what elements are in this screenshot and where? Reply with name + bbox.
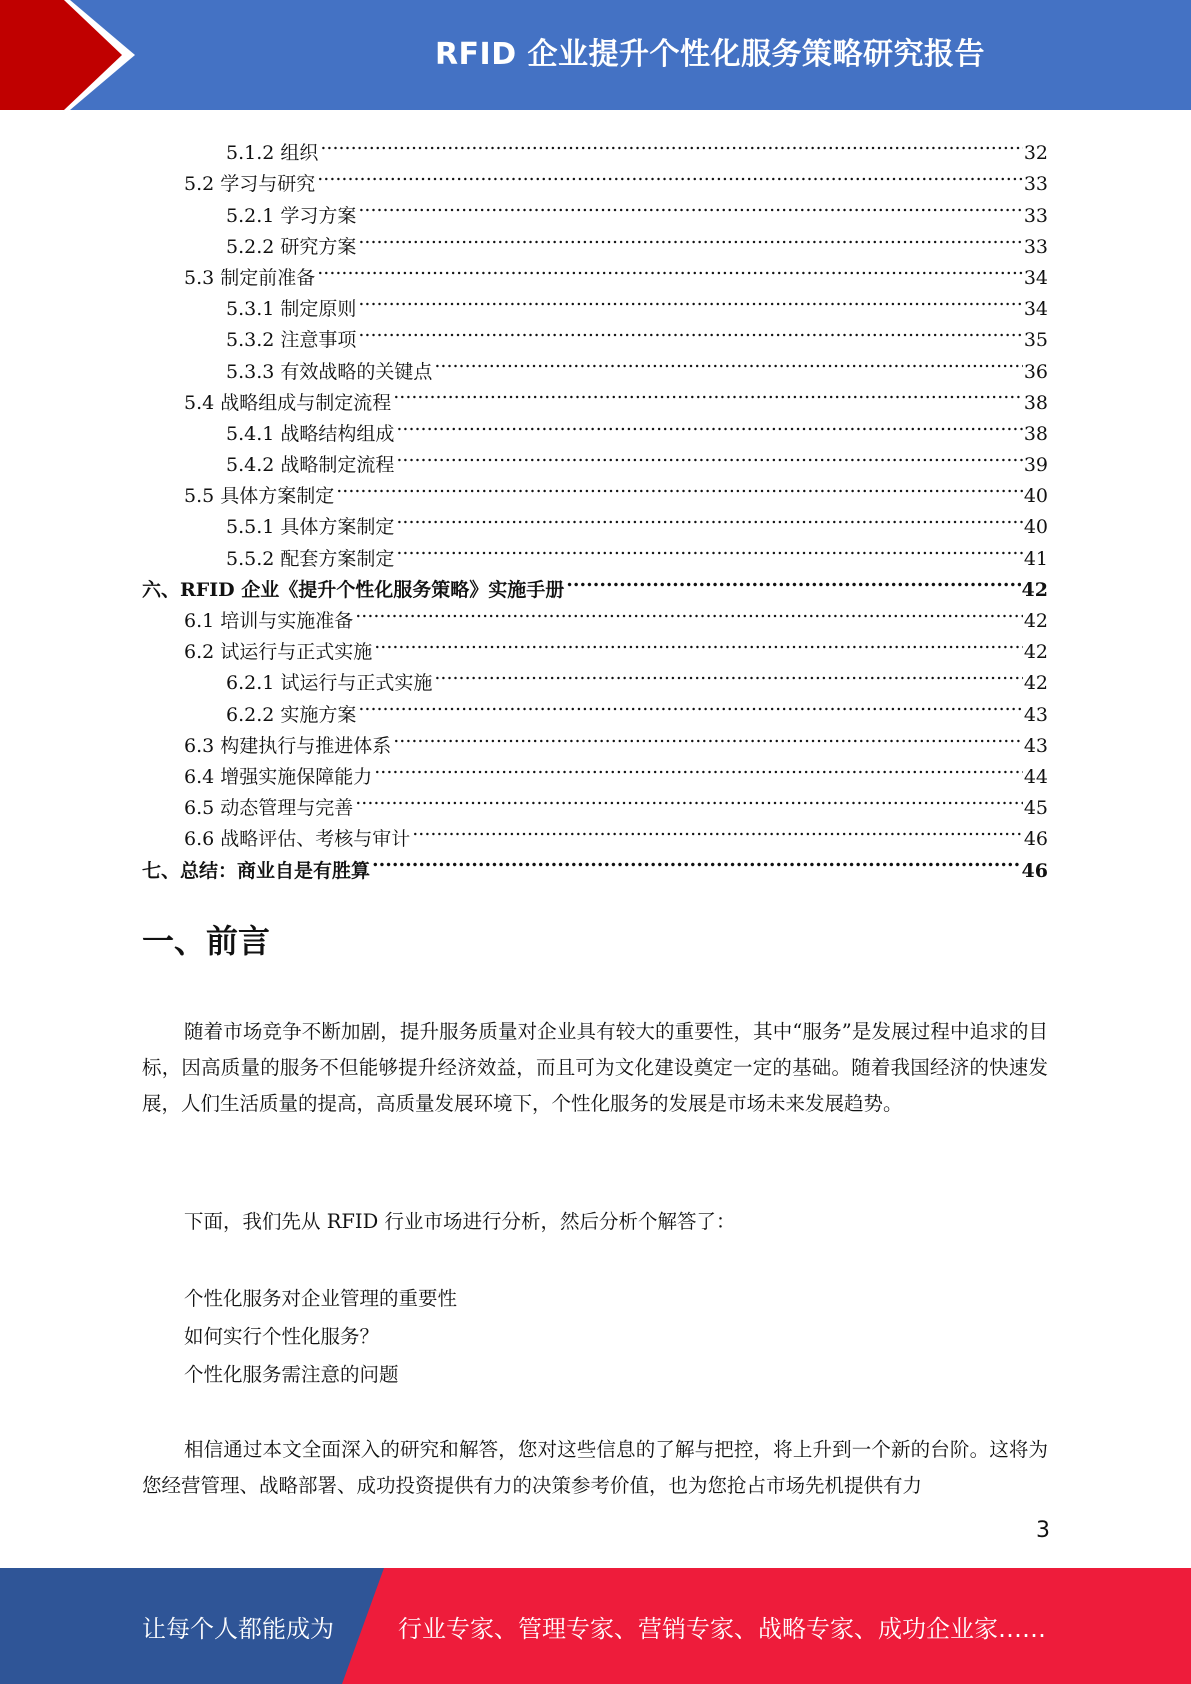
paragraph-analysis: 下面，我们先从 RFID 行业市场进行分析，然后分析个解答了： [184, 1210, 736, 1233]
toc-entry-label: 5.5 具体方案制定 [184, 485, 335, 508]
footer-slogan-right: 行业专家、管理专家、营销专家、战略专家、成功企业家…… [398, 1614, 1046, 1643]
toc-entry-page: 33 [1023, 235, 1048, 258]
toc-entry-page: 38 [1023, 391, 1048, 414]
toc-entry[interactable] [142, 565, 1048, 601]
toc-entry-label: 6.2 试运行与正式实施 [184, 641, 373, 664]
toc-dot-leader [336, 471, 1023, 502]
toc-entry-page: 43 [1023, 703, 1048, 726]
toc-entry[interactable] [142, 378, 1048, 414]
toc-entry-label: 6.1 培训与实施准备 [184, 610, 354, 632]
toc-dot-leader [358, 222, 1022, 253]
toc-dot-leader [372, 845, 1021, 876]
question-list [142, 1280, 1048, 1394]
toc-entry[interactable] [142, 409, 1048, 445]
page-footer [0, 1568, 1191, 1684]
toc-entry-page: 40 [1023, 485, 1048, 508]
toc-dot-leader [317, 159, 1023, 190]
toc-entry-label: 5.1.2 组织 [226, 142, 319, 165]
toc-entry[interactable] [142, 627, 1048, 664]
toc-entry-page: 32 [1023, 142, 1048, 165]
toc-entry-label: 6.2.1 试运行与正式实施 [226, 672, 433, 695]
toc-dot-leader [374, 627, 1023, 658]
toc-dot-leader [396, 502, 1022, 533]
toc-entry-label: 5.3.3 有效战略的关键点 [226, 360, 433, 383]
toc-dot-leader [396, 409, 1022, 440]
toc-dot-leader [358, 284, 1022, 315]
toc-entry-label: 七、总结：商业自是有胜算 [142, 859, 371, 882]
toc-entry-page: 42 [1021, 578, 1048, 601]
toc-entry[interactable] [142, 284, 1048, 321]
toc-entry-label: 6.4 增强实施保障能力 [184, 765, 373, 788]
toc-entry[interactable] [142, 190, 1048, 227]
toc-entry[interactable] [142, 752, 1048, 788]
toc-entry-page: 39 [1023, 454, 1048, 477]
toc-dot-leader [412, 814, 1023, 845]
toc-entry-label: 6.2.2 实施方案 [226, 703, 357, 726]
toc-entry-page: 45 [1023, 797, 1048, 820]
toc-entry[interactable] [142, 346, 1048, 383]
toc-entry[interactable] [142, 658, 1048, 695]
toc-dot-leader [317, 253, 1023, 284]
section-heading: 一、前言 [142, 922, 271, 960]
page-header [0, 0, 1191, 110]
list-item: 个性化服务需注意的问题 [184, 1363, 399, 1386]
toc-entry[interactable] [142, 845, 1048, 882]
toc-entry-page: 46 [1021, 859, 1048, 882]
toc-entry-page: 35 [1023, 329, 1048, 352]
toc-entry-label: 5.3.2 注意事项 [226, 329, 357, 352]
toc-entry-page: 41 [1023, 547, 1048, 570]
toc-entry-page: 44 [1023, 765, 1048, 788]
toc-entry[interactable] [142, 533, 1048, 570]
toc-entry-label: 5.4.2 战略制定流程 [226, 454, 395, 477]
toc-entry[interactable] [142, 222, 1048, 258]
toc-entry[interactable] [142, 315, 1048, 352]
toc-entry[interactable] [142, 783, 1048, 820]
toc-dot-leader [358, 190, 1022, 221]
toc-dot-leader [374, 752, 1023, 783]
toc-entry-page: 33 [1023, 204, 1048, 227]
toc-dot-leader [434, 658, 1022, 689]
toc-entry-label: 5.2.1 学习方案 [226, 204, 357, 227]
toc-entry-label: 5.2.2 研究方案 [226, 235, 357, 258]
toc-entry-label: 6.6 战略评估、考核与审计 [184, 828, 411, 851]
toc-dot-leader [320, 128, 1022, 159]
toc-entry-label: 5.2 学习与研究 [184, 173, 316, 196]
toc-dot-leader [393, 378, 1023, 409]
paragraph-intro: 随着市场竞争不断加剧，提升服务质量对企业具有较大的重要性，其中“服务”是发展过程中追求的目标，因高质量的服务不但能够提升经济效益，而且可为文化建设奠定一定的基础。随着我国经济的快速发展，人们生活质量的提高，高质量发展环境下，个性化服务的发展是市场未来发展趋势。 [142, 1020, 1048, 1115]
list-item: 个性化服务对企业管理的重要性 [184, 1287, 458, 1310]
toc-entry[interactable] [142, 814, 1048, 851]
toc-entry-page: 36 [1023, 360, 1048, 383]
toc-entry-label: 六、RFID 企业《提升个性化服务策略》实施手册 [142, 578, 565, 601]
red-chevron-icon [0, 0, 160, 110]
toc-entry-page: 40 [1023, 516, 1048, 539]
page-number: 3 [1036, 1518, 1050, 1543]
toc-entry[interactable] [142, 440, 1048, 477]
toc-entry[interactable] [142, 502, 1048, 539]
toc-entry[interactable] [142, 471, 1048, 508]
toc-entry-page: 33 [1023, 173, 1048, 196]
toc-entry[interactable] [142, 689, 1048, 726]
list-item: 如何实行个性化服务？ [184, 1325, 380, 1348]
toc-entry-label: 5.3 制定前准备 [184, 266, 316, 289]
toc-entry-page: 34 [1023, 266, 1048, 289]
toc-dot-leader [355, 783, 1023, 814]
toc-entry-label: 5.4 战略组成与制定流程 [184, 391, 392, 414]
toc-entry-page: 42 [1023, 641, 1048, 664]
toc-dot-leader [566, 565, 1020, 596]
toc-entry-page: 34 [1023, 298, 1048, 321]
paragraph-conclusion: 相信通过本文全面深入的研究和解答，您对这些信息的了解与把控，将上升到一个新的台阶。这将为您经营管理、战略部署、成功投资提供有力的决策参考价值，也为您抢占市场先机提供有力 [142, 1438, 1048, 1497]
toc-entry[interactable] [142, 253, 1048, 289]
toc-entry-page: 42 [1023, 610, 1048, 632]
toc-dot-leader [358, 315, 1022, 346]
toc-entry-label: 5.5.1 具体方案制定 [226, 516, 395, 539]
toc-entry-label: 5.4.1 战略结构组成 [226, 422, 395, 445]
toc-dot-leader [396, 440, 1022, 471]
toc-entry-label: 5.5.2 配套方案制定 [226, 547, 395, 570]
toc-dot-leader [434, 346, 1022, 377]
toc-entry[interactable] [142, 721, 1048, 757]
toc-dot-leader [358, 689, 1022, 720]
report-title: RFID 企业提升个性化服务策略研究报告 [434, 37, 986, 72]
toc-dot-leader [396, 533, 1022, 564]
footer-slogan-left: 让每个人都能成为 [142, 1614, 334, 1643]
toc-entry[interactable] [142, 159, 1048, 196]
toc-dot-leader [393, 721, 1023, 752]
toc-entry-label: 6.3 构建执行与推进体系 [184, 734, 392, 757]
toc-entry-page: 38 [1023, 422, 1048, 445]
toc-entry-page: 46 [1023, 828, 1048, 851]
toc-entry[interactable] [142, 596, 1048, 632]
toc-entry[interactable] [142, 128, 1048, 165]
table-of-contents [142, 128, 1048, 882]
toc-entry-label: 5.3.1 制定原则 [226, 298, 357, 321]
toc-entry-page: 43 [1023, 734, 1048, 757]
toc-entry-page: 42 [1023, 672, 1048, 695]
toc-entry-label: 6.5 动态管理与完善 [184, 797, 354, 820]
toc-dot-leader [355, 596, 1023, 627]
